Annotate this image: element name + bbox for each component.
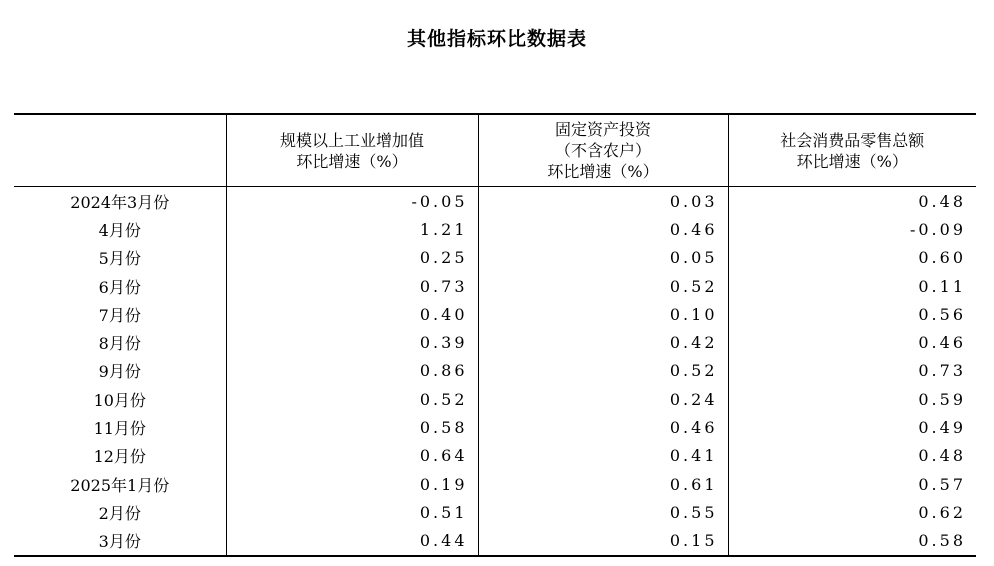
investment-value-cell: 0.24 xyxy=(478,385,728,413)
investment-value-cell: 0.05 xyxy=(478,244,728,272)
retail-value-cell: 0.48 xyxy=(728,442,976,470)
month-cell: 9月份 xyxy=(98,362,141,382)
retail-value-cell: 0.62 xyxy=(728,498,976,526)
table-row xyxy=(14,357,976,385)
industry-value-cell: 0.51 xyxy=(226,498,478,526)
table-body xyxy=(14,187,976,556)
retail-value-cell: 0.49 xyxy=(728,413,976,441)
month-cell: 6月份 xyxy=(98,277,141,297)
header-investment-line: 固定资产投资 xyxy=(554,120,651,139)
retail-value-cell: 0.58 xyxy=(728,527,976,556)
table-row xyxy=(14,300,976,328)
month-cell: 11月份 xyxy=(93,419,146,439)
industry-value-cell: 0.73 xyxy=(226,272,478,300)
industry-value-cell: 1.21 xyxy=(226,215,478,243)
month-cell: 5月份 xyxy=(98,249,141,269)
table-row xyxy=(14,442,976,470)
month-cell: 4月份 xyxy=(98,220,141,240)
industry-value-cell: 0.19 xyxy=(226,470,478,498)
retail-value-cell: 0.57 xyxy=(728,470,976,498)
month-cell: 2024年3月份 xyxy=(70,192,170,212)
industry-value-cell: 0.39 xyxy=(226,328,478,356)
industry-value-cell: 0.64 xyxy=(226,442,478,470)
investment-value-cell: 0.55 xyxy=(478,498,728,526)
header-retail-line: 社会消费品零售总额 xyxy=(780,130,925,150)
month-cell: 10月份 xyxy=(93,390,146,410)
retail-value-cell: 0.46 xyxy=(728,328,976,356)
retail-value-cell: 0.59 xyxy=(728,385,976,413)
industry-value-cell: 0.44 xyxy=(226,527,478,556)
industry-value-cell: 0.40 xyxy=(226,300,478,328)
retail-value-cell: -0.09 xyxy=(728,215,976,243)
header-investment-line: 环比增速（%） xyxy=(547,162,659,181)
investment-value-cell: 0.03 xyxy=(478,187,728,216)
header-investment-line: （不含农户） xyxy=(554,141,651,160)
retail-value-cell: 0.11 xyxy=(728,272,976,300)
investment-value-cell: 0.52 xyxy=(478,272,728,300)
retail-value-cell: 0.73 xyxy=(728,357,976,385)
table-title: 其他指标环比数据表 xyxy=(406,28,587,50)
investment-value-cell: 0.15 xyxy=(478,527,728,556)
retail-value-cell: 0.60 xyxy=(728,244,976,272)
table-row xyxy=(14,470,976,498)
table-row xyxy=(14,385,976,413)
table-row xyxy=(14,215,976,243)
header-row xyxy=(14,114,976,187)
industry-value-cell: 0.25 xyxy=(226,244,478,272)
month-cell: 7月份 xyxy=(98,305,141,325)
header-industry xyxy=(226,114,478,187)
table-row xyxy=(14,413,976,441)
retail-value-cell: 0.56 xyxy=(728,300,976,328)
investment-value-cell: 0.52 xyxy=(478,357,728,385)
investment-value-cell: 0.42 xyxy=(478,328,728,356)
header-retail-line: 环比增速（%） xyxy=(796,151,908,171)
industry-value-cell: 0.52 xyxy=(226,385,478,413)
header-industry-line: 规模以上工业增加值 xyxy=(279,130,424,150)
investment-value-cell: 0.41 xyxy=(478,442,728,470)
industry-value-cell: 0.58 xyxy=(226,413,478,441)
table-row xyxy=(14,244,976,272)
investment-value-cell: 0.61 xyxy=(478,470,728,498)
table-row xyxy=(14,328,976,356)
month-cell: 2025年1月份 xyxy=(70,475,170,495)
table-row xyxy=(14,527,976,556)
table-row xyxy=(14,498,976,526)
investment-value-cell: 0.46 xyxy=(478,413,728,441)
table-row xyxy=(14,272,976,300)
data-table xyxy=(14,113,976,557)
investment-value-cell: 0.46 xyxy=(478,215,728,243)
retail-value-cell: 0.48 xyxy=(728,187,976,216)
header-retail xyxy=(728,114,976,187)
month-cell: 8月份 xyxy=(98,334,141,354)
month-cell: 3月份 xyxy=(14,527,226,556)
header-investment xyxy=(478,114,728,187)
industry-value-cell: -0.05 xyxy=(226,187,478,216)
industry-value-cell: 0.86 xyxy=(226,357,478,385)
header-month xyxy=(14,114,226,187)
table-row xyxy=(14,187,976,216)
month-cell: 12月份 xyxy=(93,447,146,467)
month-cell: 2月份 xyxy=(98,503,141,523)
header-industry-line: 环比增速（%） xyxy=(296,151,408,171)
investment-value-cell: 0.10 xyxy=(478,300,728,328)
